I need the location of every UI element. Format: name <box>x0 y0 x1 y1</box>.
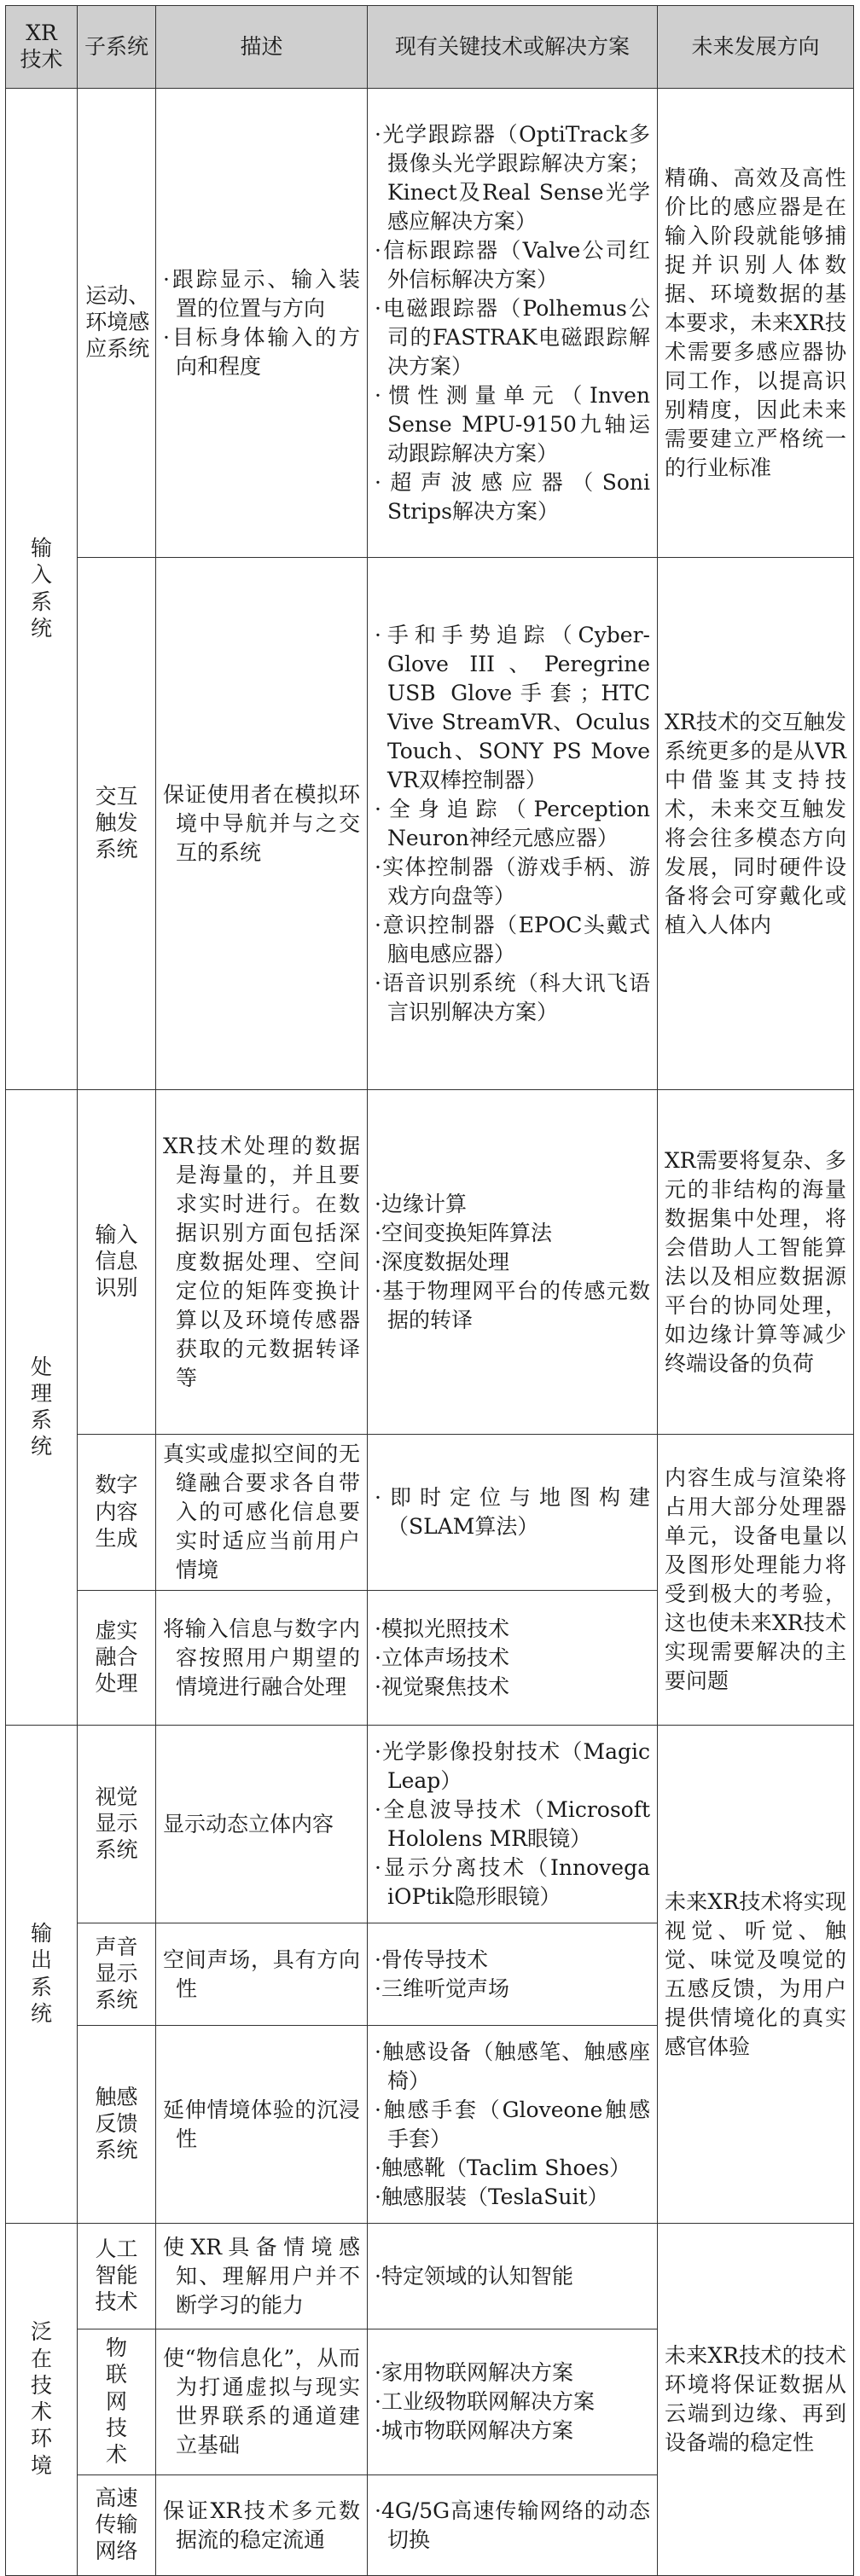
system-ubiquitous: 泛在技术环境 <box>6 2224 78 2576</box>
future-cell: 精确、高效及高性价比的感应器是在输入阶段就能够捕捉并识别人体数据、环境数据的基本要求，未来XR技术需要多感应器协同工作，以提高识别精度，因此未来需要建立严格统一的行业标准 <box>658 89 854 558</box>
description-text: 保证使用者在模拟环境中导航并与之交互的系统 <box>163 781 360 865</box>
subsystem-cell: 虚实融合处理 <box>78 1591 156 1726</box>
future-cell: 内容生成与渲染将占用大部分处理器单元，设备电量以及图形处理能力将受到极大的考验，这也使未来XR技术实现需要解决的主要问题 <box>658 1435 854 1726</box>
table-row <box>6 1435 854 1591</box>
future-cell: 未来XR技术将实现视觉、听觉、触觉、味觉及嗅觉的五感反馈，为用户提供情境化的真实感官体验 <box>658 1726 854 2224</box>
table-row <box>6 2224 854 2329</box>
tech-item: · 实体控制器（游戏手柄、游戏方向盘等） <box>375 853 650 911</box>
tech-item: · 光学影像投射技术（Magic Leap） <box>375 1738 650 1796</box>
description-text: 真实或虚拟空间的无缝融合要求各自带入的可感化信息要实时适应当前用户情境 <box>163 1442 360 1582</box>
header-xr-tech: XR技术 <box>6 6 78 89</box>
tech-cell <box>368 2026 658 2224</box>
tech-cell <box>368 1923 658 2026</box>
tech-item: · 模拟光照技术 <box>375 1615 650 1644</box>
tech-item: · 触感设备（触感笔、触感座椅） <box>375 2038 650 2096</box>
tech-item: · 光学跟踪器（OptiTrack多摄像头光学跟踪解决方案；Kinect及Real Sense光学感应解决方案） <box>375 120 650 236</box>
xr-technology-table <box>5 5 854 2576</box>
tech-item: · 视觉聚焦技术 <box>375 1673 650 1702</box>
description-cell <box>156 2329 368 2475</box>
tech-cell <box>368 2224 658 2329</box>
header-row <box>6 6 854 89</box>
tech-cell <box>368 89 658 558</box>
description-cell <box>156 1090 368 1435</box>
header-description: 描述 <box>156 6 368 89</box>
tech-item: · 电磁跟踪器（Polhemus公司的FASTRAK电磁跟踪解决方案） <box>375 294 650 381</box>
tech-item: · 语音识别系统（科大讯飞语言识别解决方案） <box>375 969 650 1027</box>
tech-item: · 4G/5G高速传输网络的动态切换 <box>375 2497 650 2555</box>
description-text: 显示动态立体内容 <box>163 1811 334 1836</box>
tech-item: · 家用物联网解决方案 <box>375 2358 650 2387</box>
tech-item: · 骨传导技术 <box>375 1946 650 1975</box>
tech-cell <box>368 2329 658 2475</box>
tech-item: · 超声波感应器（Soni Strips解决方案） <box>375 468 650 526</box>
system-processing: 处理系统 <box>6 1090 78 1726</box>
description-text: 保证XR技术多元数据流的稳定流通 <box>163 2498 360 2552</box>
tech-item: · 即时定位与地图构建（SLAM算法） <box>375 1483 650 1541</box>
description-cell <box>156 2026 368 2224</box>
description-cell <box>156 1591 368 1726</box>
tech-item: · 立体声场技术 <box>375 1644 650 1673</box>
subsystem-cell: 数字内容生成 <box>78 1435 156 1591</box>
tech-item: · 触感服装（TeslaSuit） <box>375 2183 650 2212</box>
table-row <box>6 558 854 1090</box>
tech-item: · 工业级物联网解决方案 <box>375 2387 650 2416</box>
future-cell: 未来XR技术的技术环境将保证数据从云端到边缘、再到设备端的稳定性 <box>658 2224 854 2576</box>
table-row <box>6 1090 854 1435</box>
description-text: ·跟踪显示、输入装置的位置与方向 <box>163 266 360 321</box>
future-cell: XR技术的交互触发系统更多的是从VR中借鉴其支持技术，未来交互触发将会往多模态方向发展，同时硬件设备将会可穿戴化或植入人体内 <box>658 558 854 1090</box>
tech-item: · 触感靴（Taclim Shoes） <box>375 2154 650 2183</box>
tech-item: · 惯性测量单元（Inven Sense MPU-9150九轴运动跟踪解决方案） <box>375 381 650 468</box>
tech-item: · 意识控制器（EPOC头戴式脑电感应器） <box>375 911 650 969</box>
tech-item: · 触感手套（Gloveone触感手套） <box>375 2096 650 2154</box>
description-text: 使“物信息化”，从而为打通虚拟与现实世界联系的通道建立基础 <box>163 2346 360 2457</box>
tech-cell <box>368 1090 658 1435</box>
system-input: 输入系统 <box>6 89 78 1090</box>
description-text: 空间声场，具有方向性 <box>163 1947 360 2001</box>
tech-item: · 显示分离技术（Innovega iOPtik隐形眼镜） <box>375 1854 650 1912</box>
description-cell <box>156 1923 368 2026</box>
tech-item: · 城市物联网解决方案 <box>375 2416 650 2445</box>
description-text: ·目标身体输入的方向和程度 <box>163 324 360 379</box>
description-cell <box>156 1726 368 1923</box>
future-cell: XR需要将复杂、多元的非结构的海量数据集中处理，将会借助人工智能算法以及相应数据源平台的协同处理，如边缘计算等减少终端设备的负荷 <box>658 1090 854 1435</box>
tech-item: · 全身追踪（Perception Neuron神经元感应器） <box>375 795 650 853</box>
description-cell <box>156 2224 368 2329</box>
tech-cell <box>368 1435 658 1591</box>
subsystem-cell: 视觉显示系统 <box>78 1726 156 1923</box>
tech-item: · 基于物理网平台的传感元数据的转译 <box>375 1277 650 1335</box>
tech-item: · 边缘计算 <box>375 1190 650 1219</box>
tech-item: · 信标跟踪器（Valve公司红外信标解决方案） <box>375 236 650 294</box>
description-text: 使XR具备情境感知、理解用户并不断学习的能力 <box>163 2234 360 2318</box>
description-text: 将输入信息与数字内容按照用户期望的情境进行融合处理 <box>163 1616 360 1699</box>
subsystem-cell: 人工智能技术 <box>78 2224 156 2329</box>
tech-item: · 深度数据处理 <box>375 1248 650 1277</box>
subsystem-cell: 高速传输网络 <box>78 2475 156 2576</box>
subsystem-cell: 输入信息识别 <box>78 1090 156 1435</box>
header-subsystem: 子系统 <box>78 6 156 89</box>
tech-item: · 手和手势追踪（Cyber-Glove III、Peregrine USB Glove手套；HTC Vive StreamVR、Oculus Touch、SONY PS Move VR双棒控制器） <box>375 621 650 795</box>
header-future: 未来发展方向 <box>658 6 854 89</box>
tech-cell <box>368 2475 658 2576</box>
subsystem-cell: 交互触发系统 <box>78 558 156 1090</box>
header-key-tech: 现有关键技术或解决方案 <box>368 6 658 89</box>
description-cell <box>156 2475 368 2576</box>
subsystem-cell: 触感反馈系统 <box>78 2026 156 2224</box>
tech-cell <box>368 1591 658 1726</box>
subsystem-cell: 物联网技术 <box>78 2329 156 2475</box>
description-text: XR技术处理的数据是海量的，并且要求实时进行。在数据识别方面包括深度数据处理、空间定位的矩阵变换计算以及环境传感器获取的元数据转译等 <box>163 1133 360 1390</box>
tech-item: · 三维听觉声场 <box>375 1975 650 2004</box>
subsystem-cell: 运动、环境感应系统 <box>78 89 156 558</box>
tech-cell <box>368 1726 658 1923</box>
tech-cell <box>368 558 658 1090</box>
table-row <box>6 1726 854 1923</box>
table-row <box>6 89 854 558</box>
description-cell <box>156 89 368 558</box>
tech-item: · 特定领域的认知智能 <box>375 2262 650 2291</box>
description-text: 延伸情境体验的沉浸性 <box>163 2097 360 2151</box>
tech-item: · 全息波导技术（Microsoft Hololens MR眼镜） <box>375 1796 650 1854</box>
subsystem-cell: 声音显示系统 <box>78 1923 156 2026</box>
system-output: 输出系统 <box>6 1726 78 2224</box>
description-cell <box>156 558 368 1090</box>
tech-item: · 空间变换矩阵算法 <box>375 1219 650 1248</box>
description-cell <box>156 1435 368 1591</box>
